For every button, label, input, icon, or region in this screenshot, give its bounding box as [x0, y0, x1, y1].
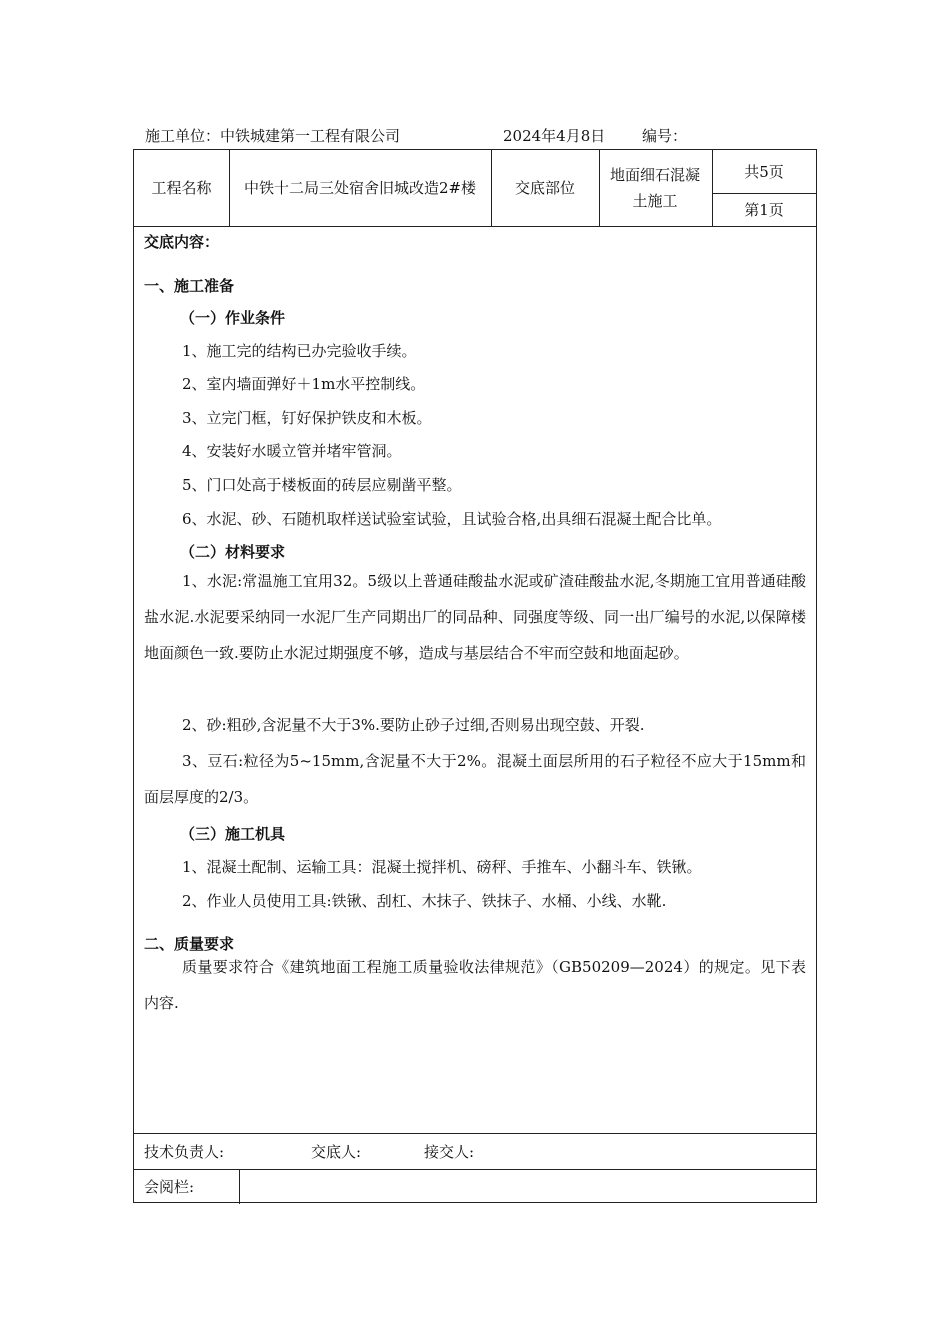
- paragraph-sand: 2、砂:粗砂,含泥量不大于3%.要防止砂子过细,否则易出现空鼓、开裂.: [182, 716, 645, 734]
- paragraph-pea-gravel: 3、豆石:粒径为5~15mm,含泥量不大于2%。混凝土面层所用的石子粒径不应大于15mm和面层厚度的2/3。: [144, 752, 806, 806]
- list-item: 5、门口处高于楼板面的砖层应剔凿平整。: [182, 476, 462, 494]
- review-label: 会阅栏:: [144, 1178, 195, 1196]
- list-item: 1、施工完的结构已办完验收手续。: [182, 342, 417, 360]
- disclosure-table: [133, 149, 817, 1203]
- subsection-tools: （三）施工机具: [180, 825, 286, 843]
- total-pages: 共5页: [744, 162, 784, 181]
- list-item: 3、立完门框，钉好保护铁皮和木板。: [182, 409, 432, 427]
- disclosure-part-value: 地面细石混凝土施工: [609, 166, 700, 210]
- list-item: 6、水泥、砂、石随机取样送试验室试验，且试验合格,出具细石混凝土配合比单。: [182, 510, 722, 528]
- list-item: 1、混凝土配制、运输工具：混凝土搅拌机、磅秤、手推车、小翻斗车、铁锹。: [182, 858, 702, 876]
- list-item: 2、作业人员使用工具:铁锹、刮杠、木抹子、铁抹子、水桶、小线、水靴.: [182, 892, 667, 910]
- paragraph-quality: 质量要求符合《建筑地面工程施工质量验收法律规范》（GB50209—2024）的规定。见下表内容.: [144, 958, 806, 1012]
- receiver-label: 接交人:: [424, 1143, 475, 1161]
- project-name-label: 工程名称: [151, 179, 212, 197]
- subsection-work-conditions: （一）作业条件: [180, 309, 286, 327]
- content-label: 交底内容：: [144, 233, 220, 251]
- document-date: 2024年4月8日: [503, 127, 606, 145]
- paragraph-cement: 1、水泥:常温施工宜用32。5级以上普通硅酸盐水泥或矿渣硅酸盐水泥,冬期施工宜用普通硅酸盐水泥.水泥要采纳同一水泥厂生产同期出厂的同品种、同强度等级、同一出厂编号的水泥,以保障楼地面颜色一致.要防止水泥过期强度不够，造成与基层结合不牢而空鼓和地面起砂。: [144, 572, 806, 662]
- disclosure-part-label: 交底部位: [514, 179, 575, 197]
- page-number: 第1页: [744, 200, 784, 219]
- discloser-label: 交底人:: [311, 1143, 362, 1161]
- list-item: 4、安装好水暖立管并堵牢管洞。: [182, 442, 402, 460]
- document-header: [145, 125, 820, 147]
- document-number-label: 编号：: [642, 127, 688, 145]
- project-name-value: 中铁十二局三处宿舍旧城改造2#楼: [243, 179, 477, 197]
- construction-unit: 施工单位：中铁城建第一工程有限公司: [145, 127, 401, 145]
- section-quality: 二、质量要求: [144, 935, 235, 953]
- subsection-materials: （二）材料要求: [180, 543, 286, 561]
- technical-lead-label: 技术负责人:: [144, 1143, 225, 1161]
- section-preparation: 一、施工准备: [144, 277, 235, 295]
- list-item: 2、室内墙面弹好＋1m水平控制线。: [182, 375, 426, 393]
